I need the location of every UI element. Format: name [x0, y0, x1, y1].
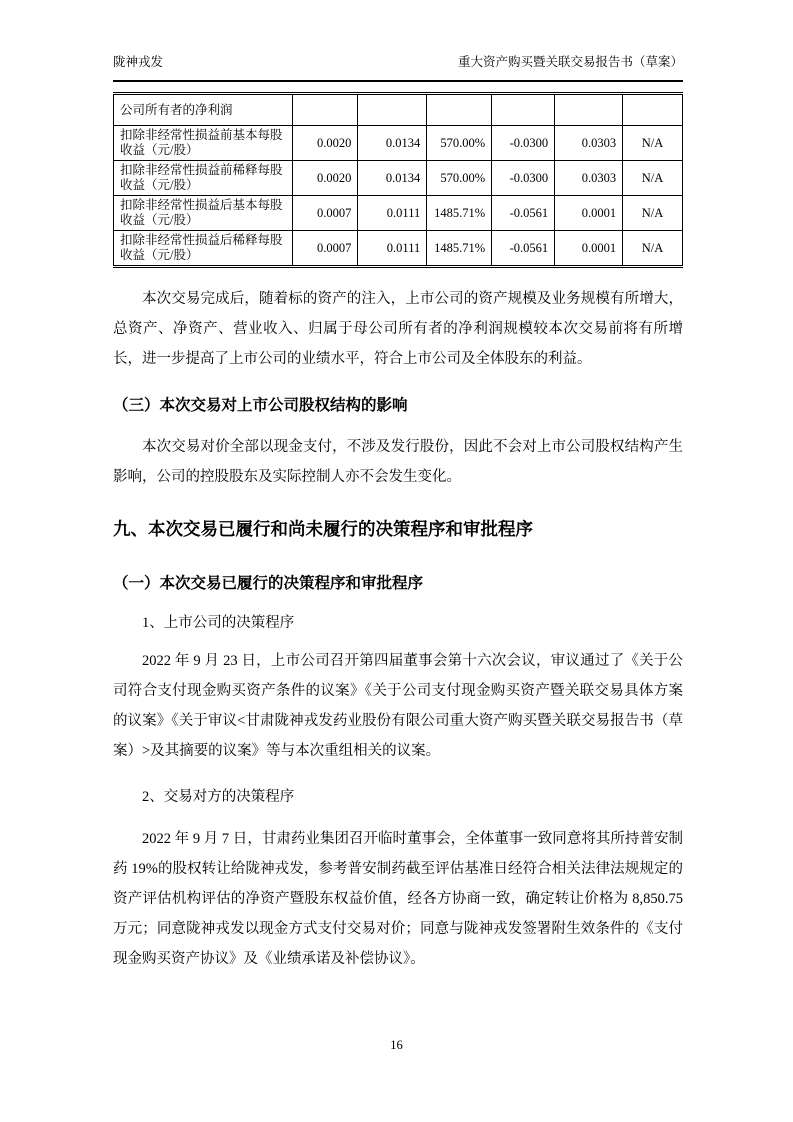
table-cell: 0.0111 [358, 231, 427, 267]
row-label: 扣除非经常性损益前基本每股收益（元/股） [114, 126, 293, 161]
table-cell: N/A [623, 196, 683, 231]
table-cell: 0.0134 [358, 161, 427, 196]
table-cell [293, 94, 358, 126]
table-cell: -0.0561 [492, 196, 555, 231]
numbered-item-1: 1、上市公司的决策程序 [142, 615, 295, 631]
document-header [113, 54, 683, 82]
table-cell: 0.0303 [555, 161, 623, 196]
paragraph-counterparty-procedure: 2022 年 9 月 7 日，甘肃药业集团召开临时董事会，全体董事一致同意将其所持普安制药 19%的股权转让给陇神戎发，参考普安制药截至评估基准日经符合相关法律法规规定的资产评估机构评估的净资产暨股东权益价值，经各方协商一致，确定转让价格为 8,850.75 万元；同意陇神戎发以现金方式支付交易对价；同意与陇神戎发签署附生效条件的《支付现金购买资产协议》及《业绩承诺及补偿协议》。 [113, 831, 683, 967]
table-cell: 0.0007 [293, 196, 358, 231]
table-cell: -0.0561 [492, 231, 555, 267]
row-label: 扣除非经常性损益后基本每股收益（元/股） [114, 196, 293, 231]
table-cell [427, 94, 492, 126]
table-cell: N/A [623, 126, 683, 161]
table-cell: 570.00% [427, 126, 492, 161]
table-cell: 0.0001 [555, 196, 623, 231]
table-cell: N/A [623, 231, 683, 267]
table-cell: 1485.71% [427, 196, 492, 231]
table-cell: 0.0303 [555, 126, 623, 161]
table-cell: 0.0001 [555, 231, 623, 267]
table-cell: 1485.71% [427, 231, 492, 267]
row-label: 公司所有者的净利润 [114, 94, 293, 126]
heading-section-1: （一）本次交易已履行的决策程序和审批程序 [113, 575, 424, 592]
table-cell: 570.00% [427, 161, 492, 196]
row-label: 扣除非经常性损益后稀释每股收益（元/股） [114, 231, 293, 267]
table-row [114, 161, 683, 196]
table-cell: -0.0300 [492, 126, 555, 161]
table-row [114, 196, 683, 231]
table-cell [358, 94, 427, 126]
row-label: 扣除非经常性损益前稀释每股收益（元/股） [114, 161, 293, 196]
table-cell: 0.0134 [358, 126, 427, 161]
heading-section-3: （三）本次交易对上市公司股权结构的影响 [113, 397, 408, 414]
paragraph-equity-structure: 本次交易对价全部以现金支付，不涉及发行股份，因此不会对上市公司股权结构产生影响，公司的控股股东及实际控制人亦不会发生变化。 [113, 439, 683, 485]
table-cell: N/A [623, 161, 683, 196]
table-row [114, 231, 683, 267]
header-company-name: 陇神戎发 [113, 55, 164, 69]
table-row [114, 126, 683, 161]
page-number: 16 [390, 1038, 403, 1052]
heading-chapter-9: 九、本次交易已履行和尚未履行的决策程序和审批程序 [113, 519, 533, 539]
table-cell [555, 94, 623, 126]
table-cell [492, 94, 555, 126]
table-cell [623, 94, 683, 126]
table-cell: 0.0007 [293, 231, 358, 267]
header-report-title: 重大资产购买暨关联交易报告书（草案） [457, 55, 683, 69]
table-cell: 0.0020 [293, 161, 358, 196]
table-row [114, 94, 683, 126]
paragraph-listed-company-procedure: 2022 年 9 月 23 日，上市公司召开第四届董事会第十六次会议，审议通过了《关于公司符合支付现金购买资产条件的议案》《关于公司支付现金购买资产暨关联交易具体方案的议案》《关于审议<甘肃陇神戎发药业股份有限公司重大资产购买暨关联交易报告书（草案）>及其摘要的议案》等与本次重组相关的议案。 [113, 653, 683, 759]
eps-financial-table [113, 92, 683, 268]
table-cell: -0.0300 [492, 161, 555, 196]
table-cell: 0.0020 [293, 126, 358, 161]
paragraph-transaction-effect: 本次交易完成后，随着标的资产的注入，上市公司的资产规模及业务规模有所增大，总资产、净资产、营业收入、归属于母公司所有者的净利润规模较本次交易前将有所增长，进一步提高了上市公司的业绩水平，符合上市公司及全体股东的利益。 [113, 291, 683, 367]
numbered-item-2: 2、交易对方的决策程序 [142, 789, 295, 805]
table-cell: 0.0111 [358, 196, 427, 231]
